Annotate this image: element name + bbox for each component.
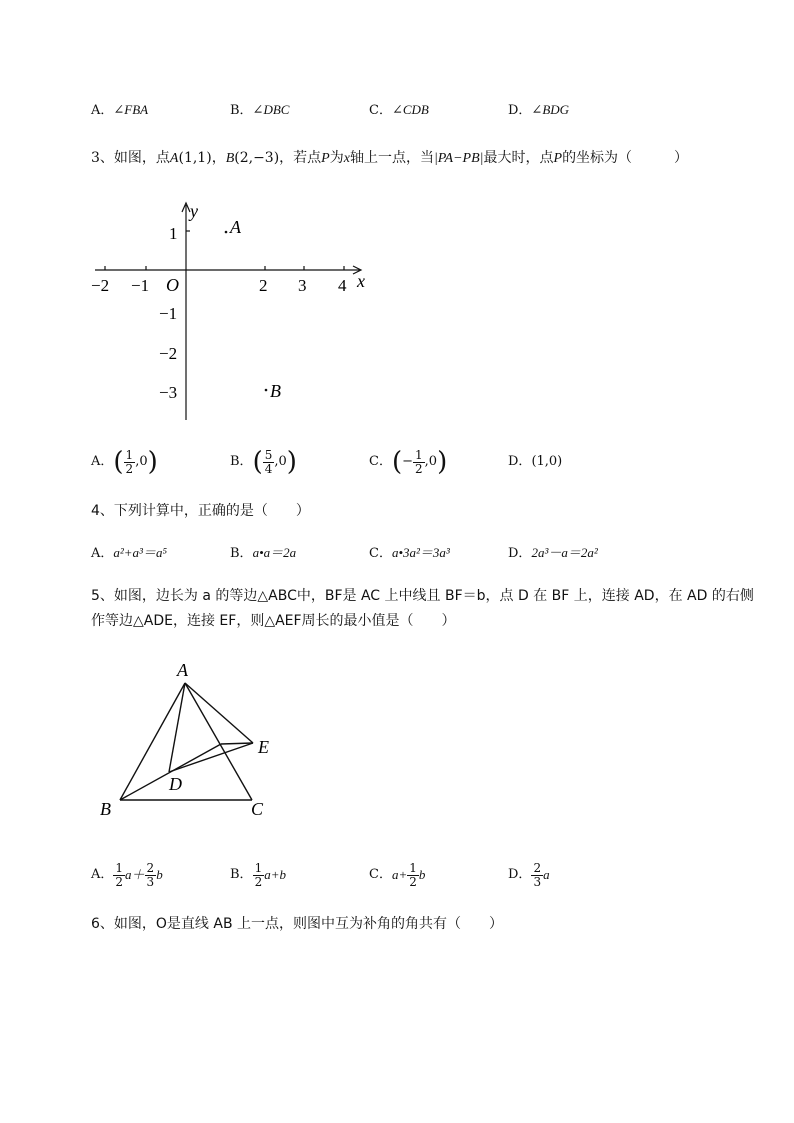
origin-label: O: [166, 275, 179, 295]
y-axis-label: y: [190, 201, 198, 221]
y-tick-label: −2: [159, 344, 178, 363]
q5-triangle-figure: [95, 655, 295, 825]
point-a-dot: [225, 231, 228, 234]
q4-option-a: A．a²+a³＝a⁵: [91, 545, 167, 561]
vertex-b-label: B: [100, 799, 111, 819]
point-b-label: B: [270, 381, 281, 401]
q2-option-a: A．∠FBA: [91, 102, 149, 118]
y-tick-label: −3: [159, 383, 178, 402]
q5-question-line2: 作等边△ADE，连接 EF，则△AEF周长的最小值是（ ）: [91, 613, 456, 629]
q5-option-b: B． $\frac{1}{2}$ a+b: [230, 860, 286, 889]
q4-option-d: D．2a³－a＝2a²: [508, 545, 598, 561]
q3-option-c: C． ( − $\frac{1}{2}$ ,0 ): [369, 447, 448, 477]
q2-option-d: D．∠BDG: [508, 102, 570, 118]
q5-option-c: C． a+ $\frac{1}{2}$ b: [369, 860, 426, 889]
x-tick-label: 2: [259, 276, 268, 295]
x-tick-label: 4: [338, 276, 347, 295]
x-tick-label: −2: [91, 276, 110, 295]
point-e-label: E: [258, 737, 269, 757]
q4-question: 4、下列计算中，正确的是（ ）: [91, 503, 310, 519]
vertex-a-label: A: [177, 660, 188, 680]
q6-question: 6、如图，O是直线 AB 上一点，则图中互为补角的角共有（ ）: [91, 916, 504, 932]
q3-question: 3、如图，点A(1,1)，B(2,−3)，若点P为x轴上一点，当|PA−PB|最大时，点P的坐标为（ ）: [91, 150, 689, 166]
x-tick-label: 3: [298, 276, 307, 295]
point-a-label: A: [230, 217, 241, 237]
segment-de: [169, 743, 253, 772]
q2-option-c: C．∠CDB: [369, 102, 429, 118]
q5-option-d: D． $\frac{2}{3}$ a: [508, 860, 550, 889]
segment-ac: [185, 683, 252, 800]
y-tick-label: −1: [159, 304, 178, 323]
q5-question-line1: 5、如图，边长为 a 的等边△ABC中，BF是 AC 上中线且 BF＝b，点 D 在 BF 上，连接 AD，在 AD 的右侧: [91, 588, 754, 604]
segment-ef: [221, 743, 253, 744]
x-tick-label: −1: [131, 276, 150, 295]
y-tick-label: 1: [169, 224, 178, 243]
q4-option-b: B．a•a＝2a: [230, 545, 297, 561]
q3-option-a: A． ( $\frac{1}{2}$ ,0 ): [91, 447, 158, 477]
q4-option-c: C．a•3a²＝3a³: [369, 545, 450, 561]
segment-ae: [185, 683, 253, 743]
point-d-label: D: [169, 774, 182, 794]
q2-option-b: B．∠DBC: [230, 102, 290, 118]
x-axis-label: x: [357, 271, 365, 291]
q5-option-a: A． $\frac{1}{2}$ a＋ $\frac{2}{3}$ b: [91, 860, 163, 889]
vertex-c-label: C: [251, 799, 264, 819]
q3-option-d: D． (1,0): [508, 454, 563, 469]
point-b-dot: [265, 389, 268, 392]
q3-option-b: B． ( $\frac{5}{4}$ ,0 ): [230, 447, 297, 477]
q3-coordinate-figure: [85, 195, 385, 427]
